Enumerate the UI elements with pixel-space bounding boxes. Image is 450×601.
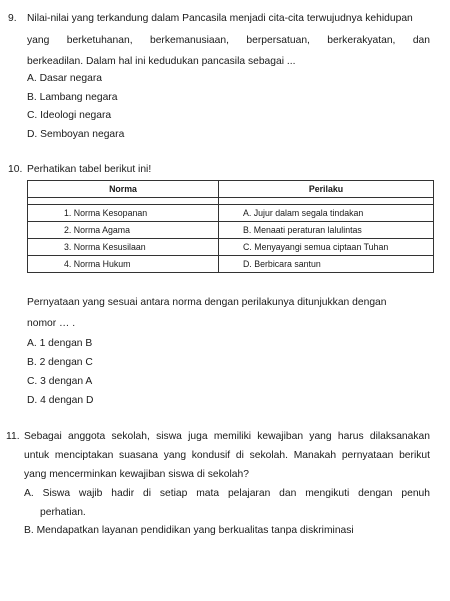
table-row (28, 205, 434, 222)
norma-table (27, 180, 434, 273)
q11-option-b: B. Mendapatkan layanan pendidikan yang berkualitas tanpa diskriminasi (24, 525, 354, 536)
table-header-row (28, 181, 434, 198)
q10-option-a: A. 1 dengan B (27, 338, 93, 349)
q9-option-b: B. Lambang negara (27, 92, 118, 103)
q9-option-c: C. Ideologi negara (27, 110, 112, 121)
q9-line-2: yang berketuhanan, berkemanusiaan, berpersatuan, berkerakyatan, dan (27, 35, 430, 46)
table-cell-perilaku: C. Menyayangi semua ciptaan Tuhan (219, 239, 434, 256)
q11-option-a-line-1: A. Siswa wajib hadir di setiap mata pelajaran dan mengikuti dengan penuh (24, 488, 430, 499)
q11-line-1: Sebagai anggota sekolah, siswa juga memiliki kewajiban yang harus dilaksanakan (24, 431, 430, 442)
table-row (28, 222, 434, 239)
q9-number: 9. (8, 13, 17, 24)
table-cell-norma: 3. Norma Kesusilaan (28, 239, 219, 256)
table-cell-perilaku: B. Menaati peraturan lalulintas (219, 222, 434, 239)
q10-prompt: Perhatikan tabel berikut ini! (27, 164, 152, 175)
table-header-perilaku: Perilaku (219, 181, 434, 198)
q9-line-3: berkeadilan. Dalam hal ini kedudukan pancasila sebagai ... (27, 56, 296, 67)
table-header-norma: Norma (28, 181, 219, 198)
q10-question-line-2: nomor … . (27, 318, 76, 329)
q10-option-d: D. 4 dengan D (27, 395, 94, 406)
table-cell-perilaku: A. Jujur dalam segala tindakan (219, 205, 434, 222)
q11-number: 11. (6, 431, 20, 442)
q9-option-a: A. Dasar negara (27, 73, 102, 84)
q10-option-b: B. 2 dengan C (27, 357, 93, 368)
q9-option-d: D. Semboyan negara (27, 129, 125, 140)
q9-line-1: Nilai-nilai yang terkandung dalam Pancasila menjadi cita-cita terwujudnya kehidupan (27, 13, 413, 24)
q11-line-3: yang mencerminkan kewajiban siswa di sekolah? (24, 469, 249, 480)
table-cell-norma: 4. Norma Hukum (28, 256, 219, 273)
table-cell-norma: 2. Norma Agama (28, 222, 219, 239)
table-cell-norma: 1. Norma Kesopanan (28, 205, 219, 222)
table-row (28, 239, 434, 256)
table-spacer-cell (28, 198, 219, 205)
q11-option-a-line-2: perhatian. (40, 507, 86, 518)
q10-number: 10. (8, 164, 23, 175)
table-cell-perilaku: D. Berbicara santun (219, 256, 434, 273)
table-spacer-cell (219, 198, 434, 205)
q10-question-line-1: Pernyataan yang sesuai antara norma dengan perilakunya ditunjukkan dengan (27, 297, 387, 308)
q11-line-2: untuk menciptakan suasana yang kondusif di sekolah. Manakah pernyataan berikut (24, 450, 430, 461)
q10-option-c: C. 3 dengan A (27, 376, 93, 387)
table-spacer-row (28, 198, 434, 205)
table-row (28, 256, 434, 273)
